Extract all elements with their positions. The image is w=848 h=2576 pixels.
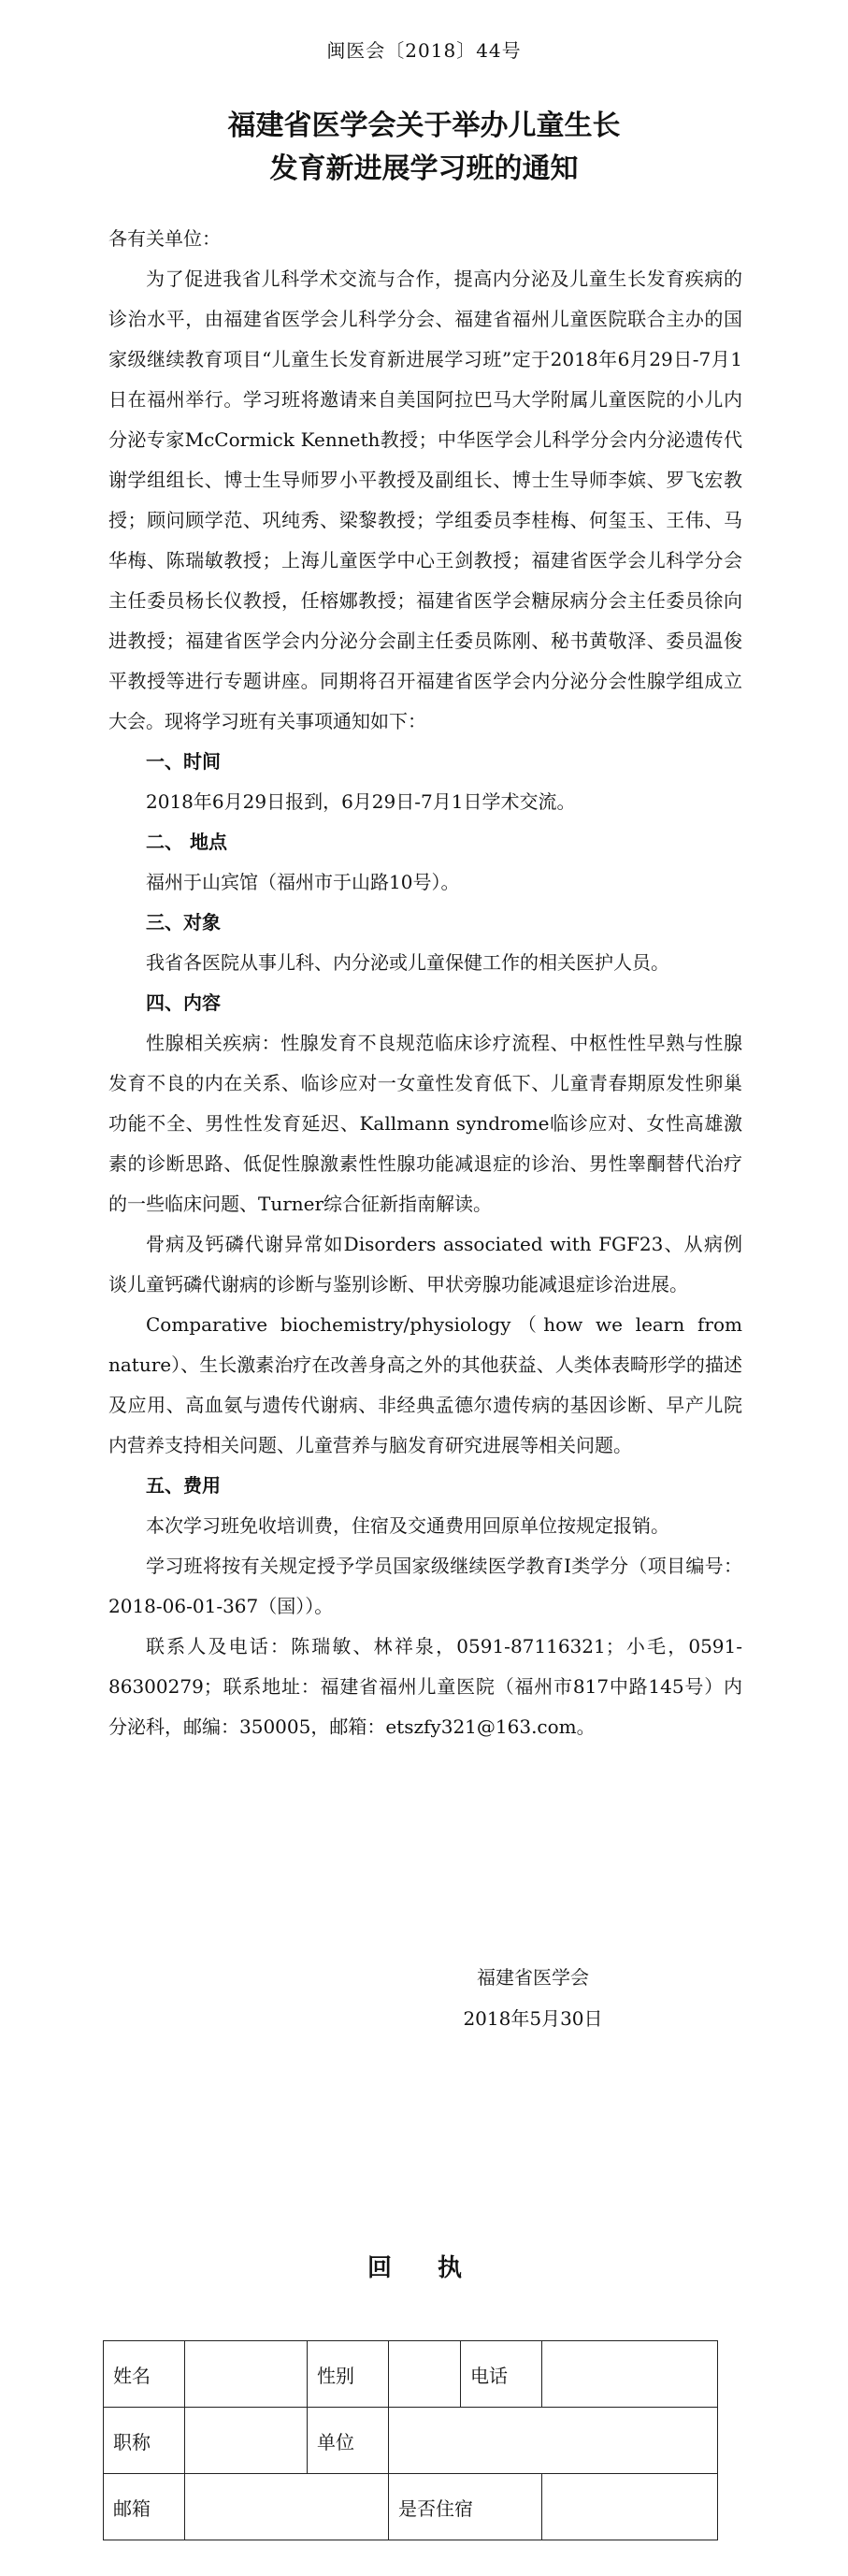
- signature-org: 福建省医学会: [477, 1966, 589, 1989]
- section-place-text: 福州于山宾馆（福州市于山路10号）。: [146, 871, 460, 893]
- section-content-p2: 骨病及钙磷代谢异常如Disorders associated with FGF23、从病例谈儿童钙磷代谢病的诊断与鉴别诊断、甲状旁腺功能减退症诊治进展。: [108, 1233, 742, 1295]
- signature-date: 2018年5月30日: [463, 2007, 603, 2030]
- receipt-row: [104, 2341, 718, 2408]
- receipt-title: 回 执: [367, 2254, 481, 2282]
- section-audience-text: 我省各医院从事儿科、内分泌或儿童保健工作的相关医护人员。: [146, 951, 669, 974]
- section-fees-p1: 本次学习班免收培训费，住宿及交通费用回原单位按规定报销。: [146, 1514, 669, 1537]
- section-fees-p2: 学习班将按有关规定授予学员国家级继续医学教育I类学分（项目编号：2018-06-01-367（国））。: [108, 1555, 742, 1617]
- section-time-text: 2018年6月29日报到，6月29日-7月1日学术交流。: [146, 790, 576, 813]
- receipt-field-unit[interactable]: [389, 2408, 718, 2474]
- receipt-field-name[interactable]: [185, 2341, 308, 2408]
- signature-block: [411, 1957, 654, 2039]
- receipt-label-phone: 电话: [461, 2341, 542, 2408]
- title-line-1: 福建省医学会关于举办儿童生长: [227, 109, 621, 142]
- receipt-field-gender[interactable]: [389, 2341, 461, 2408]
- receipt-field-lodging[interactable]: [542, 2474, 718, 2540]
- receipt-label-title: 职称: [104, 2408, 185, 2474]
- receipt-field-phone[interactable]: [542, 2341, 718, 2408]
- section-content-p1: 性腺相关疾病：性腺发育不良规范临床诊疗流程、中枢性性早熟与性腺发育不良的内在关系、临诊应对一女童性发育低下、儿童青春期原发性卵巢功能不全、男性性发育延迟、Kallmann syndrome临诊应对、女性高雄激素的诊断思路、低促性腺激素性性腺功能减退症的诊治、男性睾酮替代治疗的一些临床问题、Turner综合征新指南解读。: [108, 1032, 742, 1215]
- receipt-label-unit: 单位: [308, 2408, 389, 2474]
- section-content-heading: 四、内容: [146, 991, 221, 1014]
- title-line-2: 发育新进展学习班的通知: [269, 152, 579, 185]
- intro-paragraph: 为了促进我省儿科学术交流与合作，提高内分泌及儿童生长发育疾病的诊治水平，由福建省医学会儿科学分会、福建省福州儿童医院联合主办的国家级继续教育项目“儿童生长发育新进展学习班”定于2018年6月29日-7月1日在福州举行。学习班将邀请来自美国阿拉巴马大学附属儿童医院的小儿内分泌专家McCormick Kenneth教授；中华医学会儿科学分会内分泌遗传代谢学组组长、博士生导师罗小平教授及副组长、博士生导师李嫔、罗飞宏教授；顾问顾学范、巩纯秀、梁黎教授；学组委员李桂梅、何玺玉、王伟、马华梅、陈瑞敏教授；上海儿童医学中心王剑教授；福建省医学会儿科学分会主任委员杨长仪教授，任榕娜教授；福建省医学会糖尿病分会主任委员徐向进教授；福建省医学会内分泌分会副主任委员陈刚、秘书黄敬泽、委员温俊平教授等进行专题讲座。同期将召开福建省医学会内分泌分会性腺学组成立大会。现将学习班有关事项通知如下：: [108, 268, 742, 732]
- section-audience-heading: 三、对象: [146, 911, 221, 933]
- section-time-heading: 一、时间: [146, 750, 221, 773]
- section-place-heading: 二、 地点: [146, 831, 227, 853]
- receipt-row: [104, 2474, 718, 2540]
- receipt-label-name: 姓名: [104, 2341, 185, 2408]
- receipt-form: [103, 2340, 718, 2540]
- salutation: 各有关单位：: [108, 227, 221, 250]
- document-title: [0, 105, 848, 191]
- document-number: 闽医会〔2018〕44号: [326, 39, 522, 62]
- notice-body: [108, 219, 742, 1747]
- receipt-row: [104, 2408, 718, 2474]
- receipt-label-lodging: 是否住宿: [389, 2474, 542, 2540]
- receipt-label-gender: 性别: [308, 2341, 389, 2408]
- receipt-field-email[interactable]: [185, 2474, 389, 2540]
- section-fees-heading: 五、费用: [146, 1474, 221, 1497]
- receipt-field-title[interactable]: [185, 2408, 308, 2474]
- section-content-p3: Comparative biochemistry/physiology（how we learn from nature）、生长激素治疗在改善身高之外的其他获益、人类体表畸形学的描述及应用、高血氨与遗传代谢病、非经典孟德尔遗传病的基因诊断、早产儿院内营养支持相关问题、儿童营养与脑发育研究进展等相关问题。: [108, 1313, 742, 1456]
- receipt-label-email: 邮箱: [104, 2474, 185, 2540]
- section-fees-p3: 联系人及电话：陈瑞敏、林祥泉，0591-87116321；小毛，0591-86300279；联系地址：福建省福州儿童医院（福州市817中路145号）内分泌科，邮编：350005，邮箱：etszfy321@163.com。: [108, 1635, 742, 1738]
